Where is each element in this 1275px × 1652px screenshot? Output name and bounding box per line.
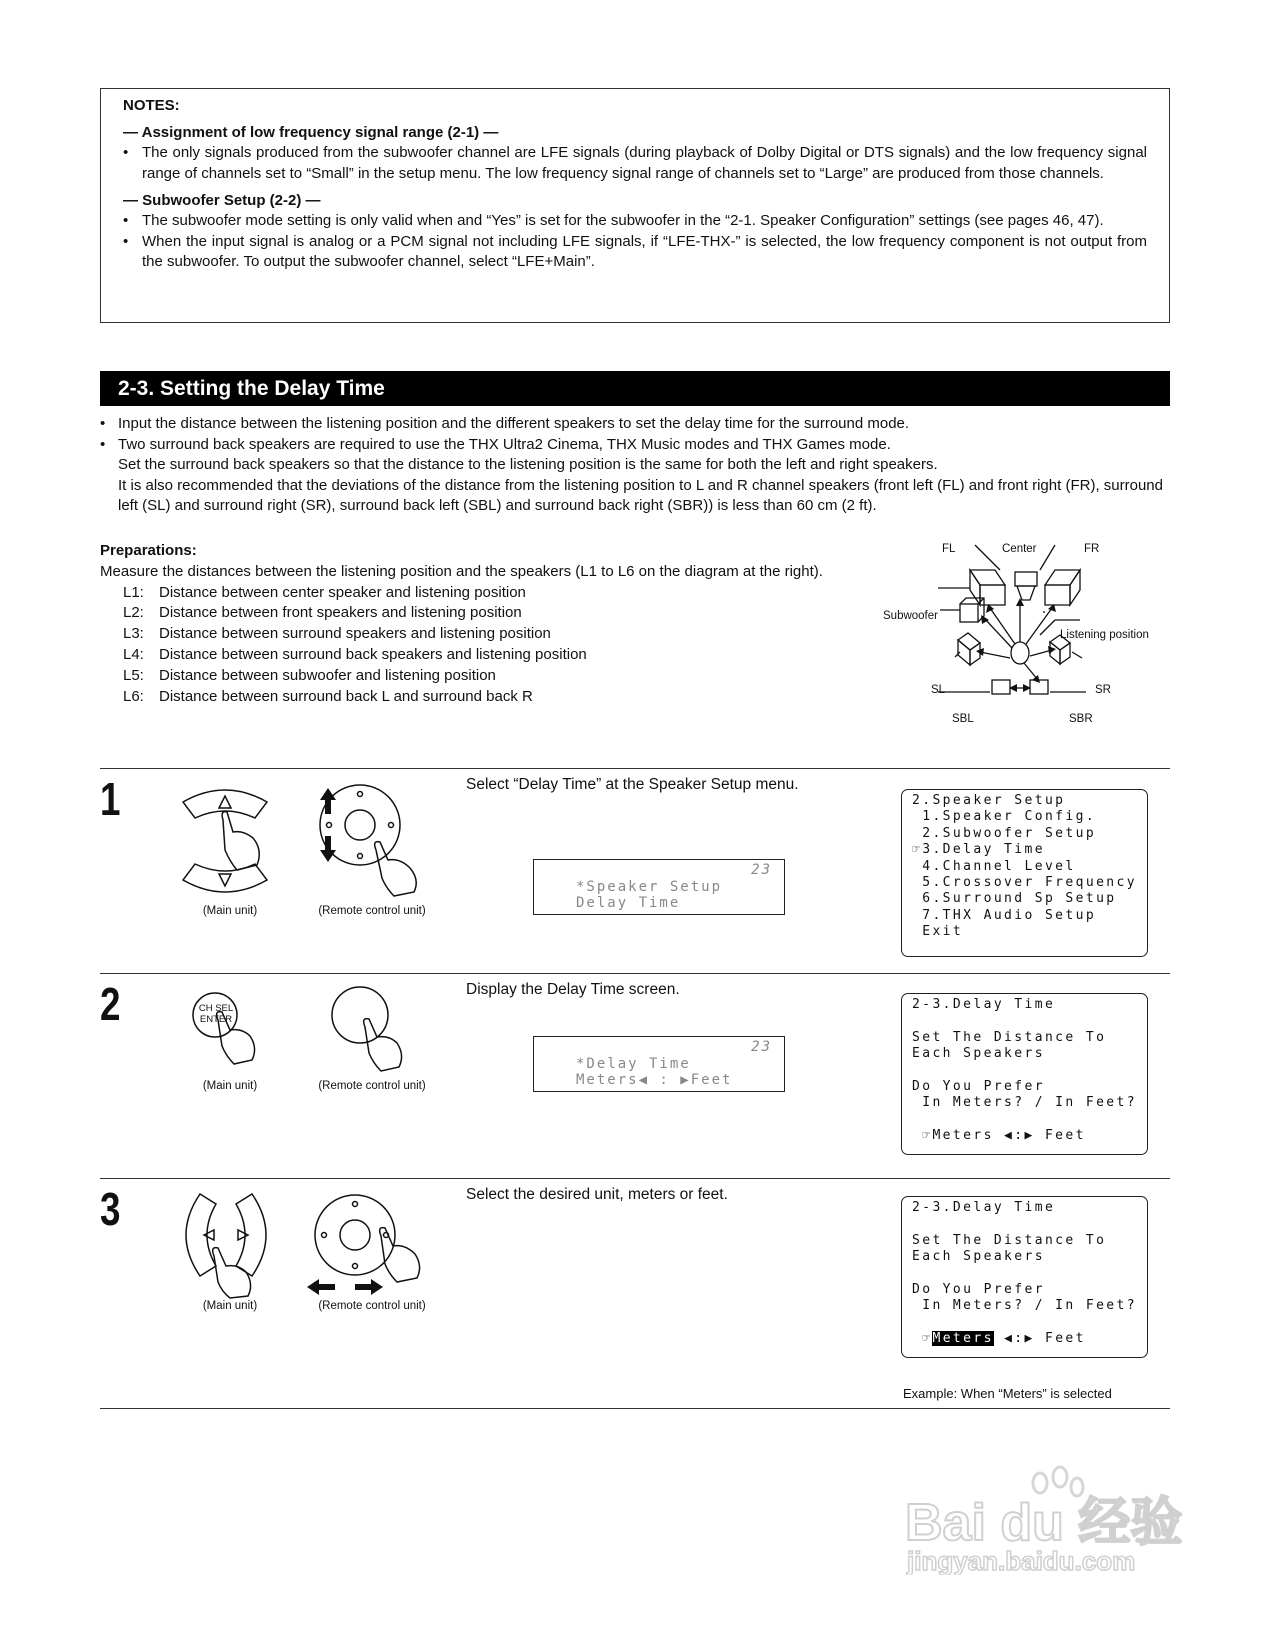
caption-remote: (Remote control unit) [318, 1300, 426, 1312]
meters-selected-highlight: Meters [932, 1331, 994, 1347]
divider [100, 1408, 1170, 1409]
finger-icon [213, 1248, 251, 1298]
divider [100, 768, 1170, 769]
finger-icon [375, 842, 417, 896]
caption-remote: (Remote control unit) [318, 1080, 426, 1092]
list-item: L3: Distance between surround speakers and listening position [123, 625, 551, 643]
remote-dpad-leftright [305, 1190, 435, 1300]
divider [100, 1178, 1170, 1179]
list-item: L4: Distance between surround back speakers and listening position [123, 645, 587, 663]
osd-screen-2: 2-3.Delay Time Set The Distance To Each Speakers Do You Prefer In Meters? / In Feet? ☞Meters ◀:▶ Feet [901, 993, 1148, 1155]
caption-main-unit: (Main unit) [202, 905, 258, 917]
diagram-label-sr: SR [1095, 684, 1111, 696]
preparations [100, 541, 860, 707]
example-caption: Example: When “Meters” is selected [903, 1386, 1112, 1401]
notes-title: NOTES: [123, 97, 180, 114]
intro-bullet-2: Two surround back speakers are required to use the THX Ultra2 Cinema, THX Music modes and THX Games mode. [118, 435, 891, 453]
center-speaker-icon [1015, 572, 1037, 586]
diagram-label-listening: Listening position [1060, 629, 1149, 641]
diagram-label-sbl: SBL [952, 713, 974, 725]
notes-box [100, 88, 1170, 323]
subwoofer-icon [960, 604, 978, 622]
left-arrow-icon [307, 1279, 335, 1295]
caption-main-unit: (Main unit) [202, 1080, 258, 1092]
list-item: L6: Distance between surround back L and surround back R [123, 687, 533, 705]
sbl-speaker-icon [992, 680, 1010, 694]
diagram-label-fr: FR [1084, 543, 1100, 555]
watermark-brand: Bai du 经验 [905, 1494, 1183, 1552]
step-2-number: 2 [100, 978, 121, 1030]
notes-sec1-title: — Assignment of low frequency signal range (2-1) — [123, 124, 499, 141]
remote-dpad-updown [310, 780, 435, 900]
divider [100, 973, 1170, 974]
listener-icon [1011, 642, 1029, 664]
notes-sec2-title: — Subwoofer Setup (2-2) — [123, 192, 321, 209]
sl-speaker-icon [958, 633, 980, 650]
finger-icon [364, 1019, 402, 1071]
notes-bullet: • The only signals produced from the subwoofer channel are LFE signals (during playback of Dolby Digital or DTS signals) and the low frequency signal range of channels set to “Small” in the setup menu. The low frequency signal range of channels set to “Large” are produced from those channels. [123, 144, 1147, 182]
notes-bullet: • When the input signal is analog or a PCM signal not including LFE signals, if “LFE-THX-” is selected, the low frequency component is not output from the subwoofer. To output the subwoofer channel, select “LFE+Main”. [123, 232, 1147, 270]
right-arrow-icon [355, 1279, 383, 1295]
section-intro: • Input the distance between the listening position and the different speakers to set the delay time for the surround mode. • Two surround back speakers are required to use the THX Ultra2 Cinema, THX Music modes and THX Games mode. Set the surround back speakers so that the distance to the listening position is the same for both the left and right speakers. It is also recommended that the deviations of the distance from the listening position to L and R channel speakers (front left (FL) and front right (FR), surround left (SL) and surround right (SR), surround back left (SBL) and surround back right (SBR)) is less than 60 cm (2 ft). [100, 414, 1172, 517]
front-display-2: 23 *Delay Time Meters◀ : ▶Feet [533, 1036, 785, 1092]
remote-enter-button [325, 985, 425, 1075]
intro-para-2: It is also recommended that the deviations of the distance from the listening position to L and R channel speakers (front left (FL) and front right (FR), surround left (SL) and surround right (SR), surround back left (SBL) and surround back right (SBR)) is less than 60 cm (2 ft). [118, 476, 1163, 515]
osd-screen-1: 2.Speaker Setup 1.Speaker Config. 2.Subwoofer Setup ☞3.Delay Time 4.Channel Level 5.Crossover Frequency 6.Surround Sp Setup 7.THX Audio Setup Exit [901, 789, 1148, 957]
step-3-number: 3 [100, 1183, 121, 1235]
diagram-label-center: Center [1002, 543, 1037, 555]
step-1-instruction: Select “Delay Time” at the Speaker Setup menu. [466, 776, 799, 793]
caption-main-unit: (Main unit) [202, 1300, 258, 1312]
intro-para-1: Set the surround back speakers so that the distance to the listening position is the same for both the left and right speakers. [118, 456, 938, 474]
list-item: L2: Distance between front speakers and listening position [123, 604, 522, 622]
section-title: 2-3. Setting the Delay Time [100, 371, 1170, 406]
step-1-number: 1 [100, 773, 121, 825]
down-button-icon [183, 864, 267, 892]
diagram-label-fl: FL [942, 543, 956, 555]
baidu-watermark-logo [905, 1465, 1205, 1575]
up-button-icon [183, 790, 267, 818]
notes-bullet: • The subwoofer mode setting is only valid when and “Yes” is set for the subwoofer in the “2-1. Speaker Configuration” settings (see pages 46, 47). [123, 212, 1104, 229]
step-3-instruction: Select the desired unit, meters or feet. [466, 1186, 728, 1203]
list-item: L1: Distance between center speaker and listening position [123, 583, 526, 601]
osd-screen-3: 2-3.Delay Time Set The Distance To Each Speakers Do You Prefer In Meters? / In Feet? ☞Meters ◀:▶ Feet [901, 1196, 1148, 1358]
watermark-url: jingyan.baidu.com [907, 1546, 1136, 1575]
front-display-1: 23 *Speaker Setup Delay Time [533, 859, 785, 915]
main-unit-updown-buttons [175, 780, 275, 905]
preparations-title: Preparations: [100, 542, 197, 559]
diagram-label-sbr: SBR [1069, 713, 1093, 725]
intro-bullet-1: Input the distance between the listening position and the different speakers to set the delay time for the surround mode. [118, 415, 910, 432]
left-button-icon [186, 1194, 216, 1276]
finger-icon [380, 1228, 420, 1282]
diagram-label-subwoofer: Subwoofer [883, 610, 938, 622]
diagram-label-sl: SL [931, 684, 946, 696]
finger-icon [222, 812, 259, 870]
main-unit-leftright-buttons [170, 1190, 290, 1300]
caption-remote: (Remote control unit) [318, 905, 426, 917]
list-item: L5: Distance between subwoofer and listening position [123, 666, 496, 684]
ch-sel-enter-label: CH SEL ENTER [198, 1003, 234, 1025]
preparations-text: Measure the distances between the listening position and the speakers (L1 to L6 on the diagram at the right). [100, 562, 823, 580]
right-button-icon [236, 1194, 266, 1276]
step-2-instruction: Display the Delay Time screen. [466, 981, 680, 998]
